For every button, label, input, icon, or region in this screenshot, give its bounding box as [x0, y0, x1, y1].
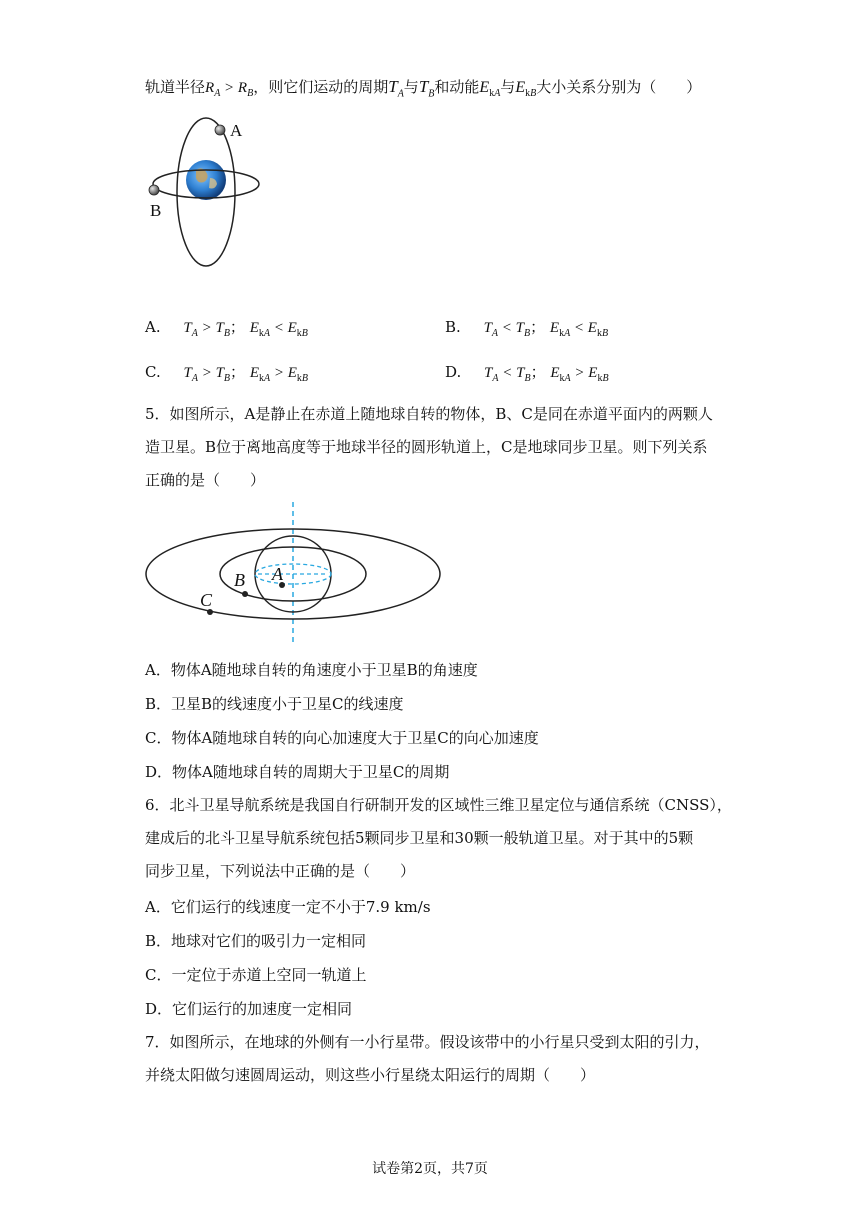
q4-stem-start: 轨道半径 [145, 78, 206, 96]
q4-option-c[interactable]: C. $T_A > T_B$； $E_{kA} > E_{kB}$ [145, 363, 308, 384]
q4-option-d[interactable]: D. $T_A < T_B$； $E_{kA} > E_{kB}$ [445, 363, 609, 384]
q5-stem-line-2: 造卫星。B位于离地高度等于地球半径的圆形轨道上，C是地球同步卫星。则下列关系 [145, 438, 708, 456]
q6-option-a[interactable]: A．它们运行的线速度一定不小于7.9 km/s [145, 898, 431, 916]
satellite-b [149, 185, 159, 195]
label-a: A [272, 564, 283, 584]
q4-stem-mid1: ，则它们运动的周期 [253, 78, 389, 96]
q4-stem-end: 大小关系分别为（ ） [536, 78, 702, 96]
q6-stem-line-2: 建成后的北斗卫星导航系统包括5颗同步卫星和30颗一般轨道卫星。对于其中的5颗 [145, 829, 694, 847]
q4-and: 与 [403, 78, 419, 96]
q4-option-a[interactable]: A. $T_A > T_B$； $E_{kA} < E_{kB}$ [145, 318, 308, 339]
q5-option-d[interactable]: D．物体A随地球自转的周期大于卫星C的周期 [145, 763, 450, 781]
page-footer: 试卷第2页，共7页 [372, 1161, 488, 1177]
q4-relation: $R_A > R_B$ [205, 80, 254, 99]
q4-eb: $E_{kB}$ [515, 79, 537, 100]
q5-orbit-figure [140, 498, 450, 648]
q5-option-a[interactable]: A．物体A随地球自转的角速度小于卫星B的角速度 [145, 661, 478, 679]
q6-option-b[interactable]: B．地球对它们的吸引力一定相同 [145, 932, 367, 950]
q5-stem-line-3: 正确的是（ ） [145, 471, 266, 489]
q4-stem [145, 76, 701, 99]
q7-stem-line-2: 并绕太阳做匀速圆周运动，则这些小行星绕太阳运行的周期（ ） [145, 1066, 596, 1084]
q5-option-c[interactable]: C．物体A随地球自转的向心加速度大于卫星C的向心加速度 [145, 729, 539, 747]
satellite-b [242, 591, 248, 597]
label-a: A [230, 121, 243, 140]
label-c: C [200, 590, 213, 610]
q4-option-b[interactable]: B. $T_A < T_B$； $E_{kA} < E_{kB}$ [445, 318, 609, 339]
q5-stem-line-1: 5．如图所示，A是静止在赤道上随地球自转的物体，B、C是同在赤道平面内的两颗人 [145, 405, 713, 423]
label-b: B [234, 570, 245, 590]
q7-stem-line-1: 7．如图所示，在地球的外侧有一小行星带。假设该带中的小行星只受到太阳的引力， [145, 1033, 710, 1051]
q4-ta: $T_A$ [388, 77, 404, 100]
q4-ea: $E_{kA}$ [479, 79, 501, 100]
label-b: B [150, 201, 162, 220]
q5-option-b[interactable]: B．卫星B的线速度小于卫星C的线速度 [145, 695, 404, 713]
q4-orbit-figure [140, 112, 280, 292]
q6-option-d[interactable]: D．它们运行的加速度一定相同 [145, 1000, 353, 1018]
q6-stem-line-1: 6．北斗卫星导航系统是我国自行研制开发的区域性三维卫星定位与通信系统（CNSS）， [145, 796, 732, 814]
q4-tb: $T_B$ [418, 77, 435, 100]
q6-stem-line-3: 同步卫星，下列说法中正确的是（ ） [145, 862, 416, 880]
satellite-a [215, 125, 225, 135]
q4-and2: 与 [500, 78, 516, 96]
q6-option-c[interactable]: C．一定位于赤道上空同一轨道上 [145, 966, 367, 984]
q4-stem-mid2: 和动能 [434, 78, 480, 96]
